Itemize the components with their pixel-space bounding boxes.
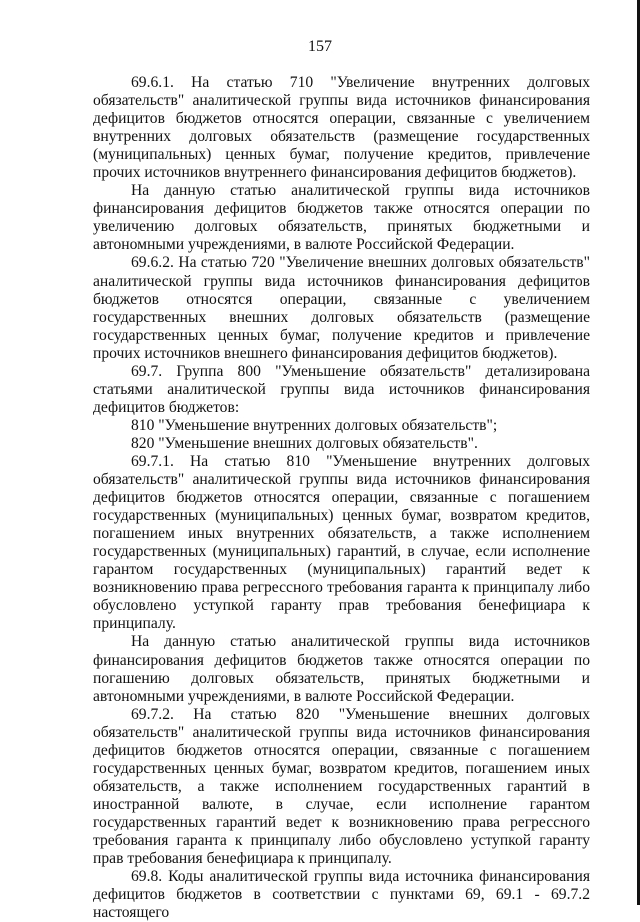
document-body — [93, 74, 590, 922]
page-number: 157 — [308, 38, 332, 55]
paragraph-69-7: 69.7. Группа 800 "Уменьшение обязательств" детализирована статьями аналитической группы вида источников финансирования дефицитов бюджетов: — [93, 362, 590, 416]
paragraph-69-7-1-addendum: На данную статью аналитической группы вида источников финансирования дефицитов бюджетов также относятся операции по погашению долговых обязательств, принятых бюджетными и автономными учреждениями, в валюте Российской Федерации. — [93, 633, 590, 705]
list-item-820: 820 "Уменьшение внешних долговых обязательств". — [131, 434, 478, 452]
paragraph-69-6-1: 69.6.1. На статью 710 "Увеличение внутренних долговых обязательств" аналитической группы вида источников финансирования дефицитов бюджетов относятся операции, связанные с увеличением внутренних долговых обязательств (размещение государственных (муниципальных) ценных бумаг, получение кредитов, привлечение прочих источников внутреннего финансирования дефицитов бюджетов). — [93, 74, 590, 182]
list-item-810: 810 "Уменьшение внутренних долговых обязательств"; — [131, 416, 498, 434]
paragraph-69-8: 69.8. Коды аналитической группы вида источника финансирования дефицитов бюджетов в соответствии с пунктами 69, 69.1 - 69.7.2 настоящего — [93, 868, 590, 922]
paragraph-69-6-1-addendum: На данную статью аналитической группы вида источников финансирования дефицитов бюджетов также относятся операции по увеличению долговых обязательств, принятых бюджетными и автономными учреждениями, в валюте Российской Федерации. — [93, 182, 590, 254]
paragraph-69-6-2: 69.6.2. На статью 720 "Увеличение внешних долговых обязательств" аналитической группы вида источников финансирования дефицитов бюджетов относятся операции, связанные с увеличением государственных внешних долговых обязательств (размещение государственных ценных бумаг, получение кредитов и привлечение прочих источников внешнего финансирования дефицитов бюджетов). — [93, 254, 590, 362]
paragraph-69-7-1: 69.7.1. На статью 810 "Уменьшение внутренних долговых обязательств" аналитической группы вида источников финансирования дефицитов бюджетов относятся операции, связанные с погашением государственных (муниципальных) ценных бумаг, возвратом кредитов, погашением иных внутренних обязательств, а также исполнением государственных (муниципальных) гарантий, в случае, если исполнение гарантом государственных (муниципальных) гарантий ведет к возникновению права регрессного требования гаранта к принципалу либо обусловлено уступкой гаранту прав требования бенефициара к принципалу. — [93, 452, 590, 633]
paragraph-69-7-2: 69.7.2. На статью 820 "Уменьшение внешних долговых обязательств" аналитической группы вида источников финансирования дефицитов бюджетов относятся операции, связанные с погашением государственных ценных бумаг, возвратом кредитов, погашением иных обязательств, а также исполнением государственных гарантий в иностранной валюте, в случае, если исполнение гарантом государственных гарантий ведет к возникновению права регрессного требования гаранта к принципалу либо обусловлено уступкой гаранту прав требования бенефициара к принципалу. — [93, 705, 590, 868]
